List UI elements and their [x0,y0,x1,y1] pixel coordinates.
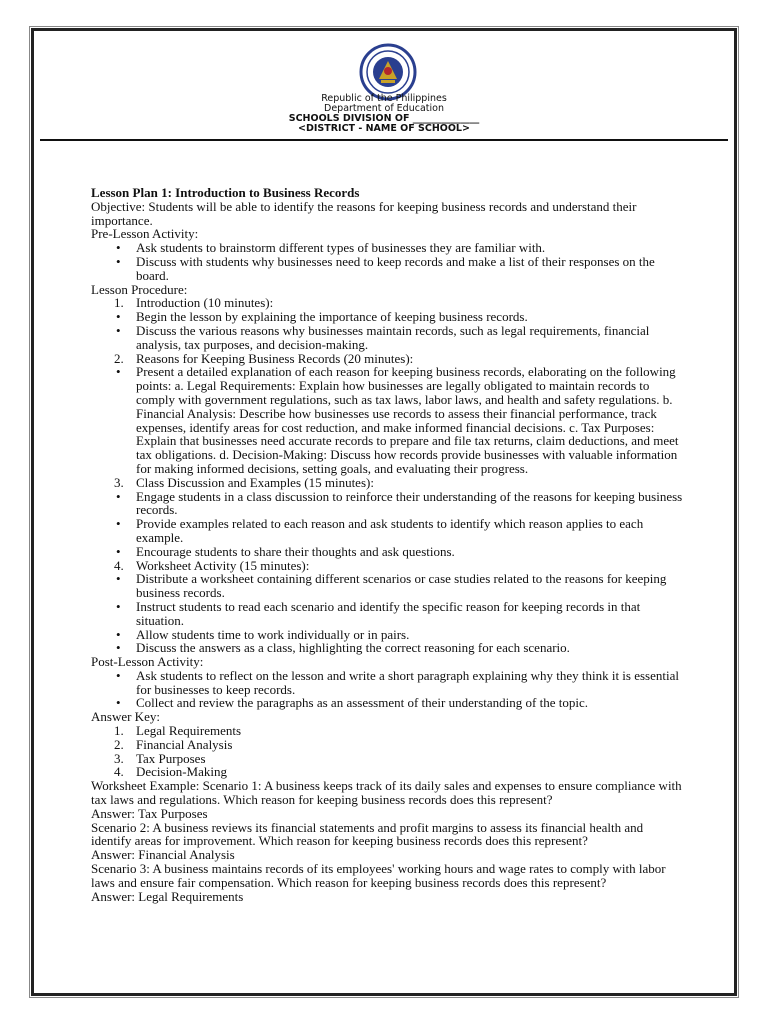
letterhead [34,31,734,171]
answer-key-heading: Answer Key: [91,709,160,725]
procedure-heading: Lesson Procedure: [91,281,188,297]
step-1-list [91,310,686,351]
procedure-step-3: 3. Class Discussion and Examples (15 minutes): [114,474,374,490]
list-item: Financial Analysis [136,736,233,752]
list-item: • Instruct students to read each scenario and identify the specific reason for keeping records in that situation. [136,600,686,628]
header-divider [40,139,728,141]
worksheet-scenario-1: Worksheet Example: Scenario 1: A business keeps track of its daily sales and expenses to ensure compliance with tax laws and regulations. Which reason for keeping business records does this represent? [91,778,682,808]
header-division: SCHOOLS DIVISION OF ______________ [288,113,480,124]
list-item: • Encourage students to share their thoughts and ask questions. [136,545,686,559]
step-title: Introduction (10 minutes): [136,295,274,311]
header-department: Department of Education [324,103,444,114]
list-item: • Begin the lesson by explaining the importance of keeping business records. [136,310,686,324]
step-title: Reasons for Keeping Business Records (20 minutes): [136,350,414,366]
step-2-list [91,365,686,475]
post-lesson-heading: Post-Lesson Activity: [91,654,204,670]
list-item: • Collect and review the paragraphs as an assessment of their understanding of the topic. [136,696,686,710]
list-item: Legal Requirements [136,723,242,739]
worksheet-answer-3: Answer: Legal Requirements [91,888,244,904]
list-item: • Allow students time to work individually or in pairs. [136,628,686,642]
document-page [31,28,737,996]
worksheet-answer-1: Answer: Tax Purposes [91,805,208,821]
lesson-plan-body [91,186,686,903]
objective: Objective: Students will be able to identify the reasons for keeping business records and understand their importance. [91,198,637,228]
step-title: Class Discussion and Examples (15 minutes): [136,474,374,490]
list-item: • Discuss the various reasons why businesses maintain records, such as legal requirements, financial analysis, tax purposes, and decision-making. [136,324,686,352]
list-item: • Ask students to brainstorm different types of businesses they are familiar with. [136,241,686,255]
header-school: <DISTRICT - NAME OF SCHOOL> [298,123,470,134]
list-item: • Provide examples related to each reason and ask students to identify which reason applies to each example. [136,517,686,545]
list-item: Tax Purposes [136,750,206,766]
procedure-step-1: 1. Introduction (10 minutes): [114,295,274,311]
list-item: • Discuss with students why businesses need to keep records and make a list of their responses on the board. [136,255,686,283]
worksheet-scenario-3: Scenario 3: A business maintains records of its employees' working hours and wage rates to comply with labor laws and ensure fair compensation. Which reason for keeping business records does this represent? [91,861,666,890]
list-item: • Distribute a worksheet containing different scenarios or case studies related to the reasons for keeping business records. [136,572,686,600]
lesson-title: Lesson Plan 1: Introduction to Business Records [91,185,360,200]
list-item: Decision-Making [136,764,227,780]
pre-lesson-heading: Pre-Lesson Activity: [91,226,199,242]
list-item: • Engage students in a class discussion to reinforce their understanding of the reasons for keeping business records. [136,490,686,518]
answer-key-list: 1. Legal Requirements 2. Financial Analysis 3. Tax Purposes 4. Decision-Making [114,723,242,780]
procedure-step-2: 2. Reasons for Keeping Business Records (20 minutes): [114,350,414,366]
step-4-list [91,572,686,655]
list-item: • Present a detailed explanation of each reason for keeping business records, elaborating on the following points: a. Legal Requirements: Explain how businesses are legally obligated to maintain records to comply with government regulations, such as tax laws, labor laws, and health and safety regulations. b. Financial Analysis: Describe how businesses use records to assess their financial performance, track expenses, identify areas for cost reduction, and make informed financial decisions. c. Tax Purposes: Explain that businesses need accurate records to prepare and file tax returns, claim deductions, and meet tax obligations. d. Decision-Making: Discuss how records provide businesses with valuable information for making informed decisions, setting goals, and evaluating their progress. [136,365,686,475]
worksheet-scenario-2: Scenario 2: A business reviews its financial statements and profit margins to assess its financial health and identify areas for improvement. Which reason for keeping business records does this represent? [91,819,644,849]
list-item: • Ask students to reflect on the lesson and write a short paragraph explaining why they think it is essential for businesses to keep records. [136,669,686,697]
header-republic: Republic of the Philippines [321,93,447,104]
step-3-list [91,490,686,559]
step-title: Worksheet Activity (15 minutes): [136,557,310,573]
pre-lesson-list [91,241,686,282]
post-lesson-list [91,669,686,710]
procedure-step-4: 4. Worksheet Activity (15 minutes): [114,557,310,573]
list-item: • Discuss the answers as a class, highlighting the correct reasoning for each scenario. [136,641,686,655]
worksheet-answer-2: Answer: Financial Analysis [91,847,235,863]
